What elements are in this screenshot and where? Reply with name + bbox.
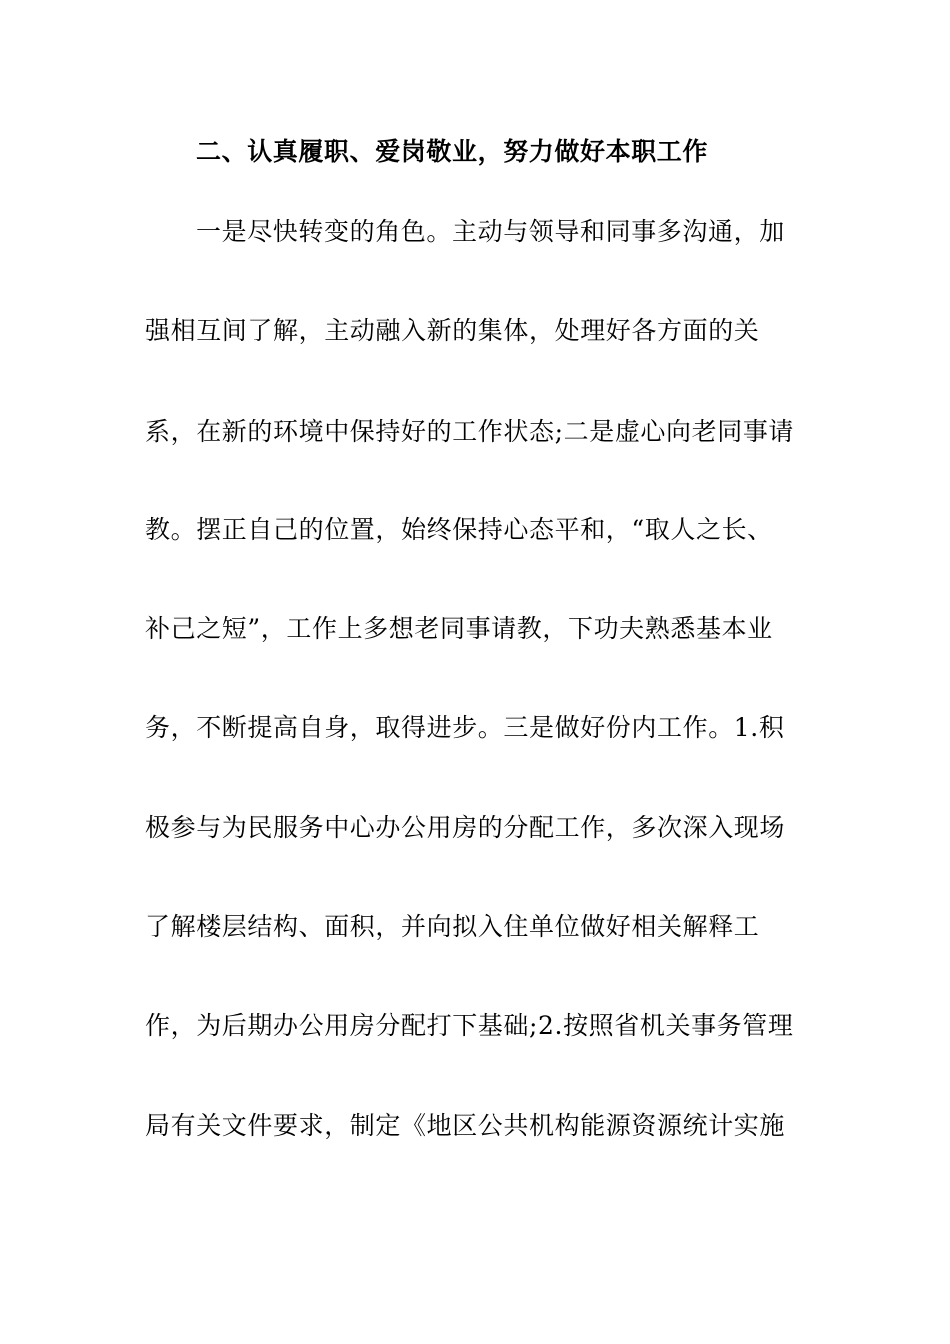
paragraph-line: 务，不断提高自身，取得进步。三是做好份内工作。1.积 [145,713,785,742]
paragraph-line: 极参与为民服务中心办公用房的分配工作，多次深入现场 [145,813,786,842]
paragraph-line: 系，在新的环境中保持好的工作状态;二是虚心向老同事请 [145,417,795,446]
section-heading: 二、认真履职、爱岗敬业，努力做好本职工作 [196,137,709,166]
paragraph-line: 强相互间了解，主动融入新的集体，处理好各方面的关 [145,316,760,345]
paragraph-line: 了解楼层结构、面积，并向拟入住单位做好相关解释工 [145,912,760,941]
paragraph-line: 局有关文件要求，制定《地区公共机构能源资源统计实施 [145,1111,786,1140]
paragraph-line: 作，为后期办公用房分配打下基础;2.按照省机关事务管理 [145,1011,794,1040]
paragraph-line: 一是尽快转变的角色。主动与领导和同事多沟通，加 [196,217,785,246]
paragraph-line: 补己之短”，工作上多想老同事请教，下功夫熟悉基本业 [145,614,773,643]
paragraph-line: 教。摆正自己的位置，始终保持心态平和，“取人之长、 [145,515,773,544]
